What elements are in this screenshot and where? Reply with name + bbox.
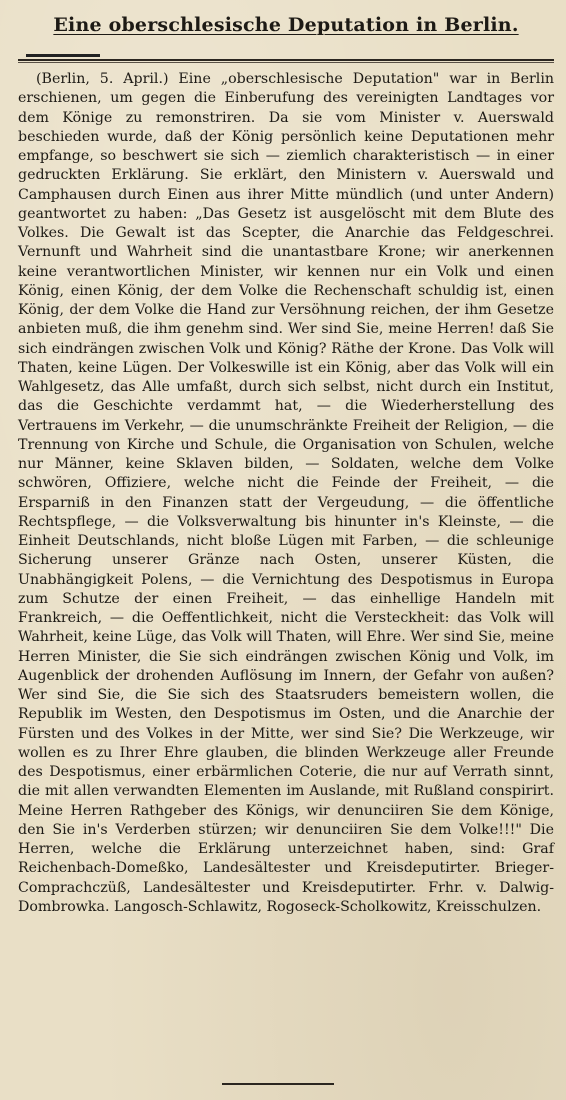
header-rule-accent: [26, 54, 100, 57]
header-rule-thin: [18, 62, 554, 63]
header-rule-main: [18, 59, 554, 61]
article-text: (Berlin, 5. April.) Eine „oberschlesische Deputation" war in Berlin erschienen, um gegen die Einberufung des vereinigten Landtages vor dem Könige zu remonstriren. Da sie vom Minister v. Auerswald beschieden wurde, daß der König persönlich keine Deputationen mehr empfange, so beschwert sie sich — ziemlich charakteristisch — in einer gedruckten Erklärung. Sie erklärt, den Ministern v. Auerswald und Camphausen durch Einen aus ihrer Mitte mündlich (und unter Andern) geantwortet zu haben: „Das Gesetz ist ausgelöscht mit dem Blute des Volkes. Die Gewalt ist das Scepter, die Anarchie das Feldgeschrei. Vernunft und Wahrheit sind die unantastbare Krone; wir anerkennen keine verantwortlichen Minister, wir kennen nur ein Volk und einen König, einen König, der dem Volke die Rechenschaft schuldig ist, einen König, der dem Volke die Hand zur Versöhnung reichen, der ihm Gesetze anbieten muß, die ihm genehm sind. Wer sind Sie, meine Herren! daß Sie sich eindrängen zwischen Volk und König? Räthe der Krone. Das Volk will Thaten, keine Lügen. Der Volkeswille ist ein König, aber das Volk will ein Wahlgesetz, das Alle umfaßt, durch sich selbst, nicht durch ein Institut, das die Geschichte verdammt hat, — die Wiederherstellung des Vertrauens im Verkehr, — die unumschränkte Freiheit der Religion, — die Trennung von Kirche und Schule, die Organisation von Schulen, welche nur Männer, keine Sklaven bilden, — Soldaten, welche dem Volke schwören, Offiziere, welche nicht die Feinde der Freiheit, — die Ersparniß in den Finanzen statt der Vergeudung, — die öffentliche Rechtspflege, — die Volksverwaltung bis hinunter in's Kleinste, — die Einheit Deutschlands, nicht bloße Lügen mit Farben, — die schleunige Sicherung unserer Gränze nach Osten, unserer Küsten, die Unabhängigkeit Polens, — die Vernichtung des Despotismus in Europa zum Schutze der einen Freiheit, — das einhellige Handeln mit Frankreich, — die Oeffentlichkeit, nicht die Versteckheit: das Volk will Wahrheit, keine Lüge, das Volk will Thaten, will Ehre. Wer sind Sie, meine Herren Minister, die Sie sich eindrängen zwischen König und Volk, im Augenblick der drohenden Auflösung im Innern, der Gefahr von außen? Wer sind Sie, die Sie sich des Staatsruders bemeistern wollen, die Republik im Westen, den Despotismus im Osten, und die Anarchie der Fürsten und des Volkes in der Mitte, wer sind Sie? Die Werkzeuge, wir wollen es zu Ihrer Ehre glauben, die blinden Werkzeuge aller Freunde des Despotismus, einer erbärmlichen Coterie, die nur auf Verrath sinnt, die mit allen verwandten Elementen im Auslande, mit Rußland conspirirt. Meine Herren Rathgeber des Königs, wir denunciiren Sie dem Könige, den Sie in's Verderben stürzen; wir denunciiren Sie dem Volke!!!" Die Herren, welche die Erklärung unterzeichnet haben, sind: Graf Reichenbach-Domeßko, Landesältester und Kreisdeputirter. Brieger-Comprachczüß, Landesältester und Kreisdeputirter. Frhr. v. Dalwig-Dombrowka. Langosch-Schlawitz, Rogoseck-Scholkowitz, Kreisschulzen.: [18, 71, 554, 915]
footer-rule: [222, 1083, 334, 1085]
article-body: [18, 70, 554, 917]
header-rule: [18, 52, 554, 64]
article-title: Eine oberschlesische Deputation in Berlin.: [53, 14, 519, 36]
